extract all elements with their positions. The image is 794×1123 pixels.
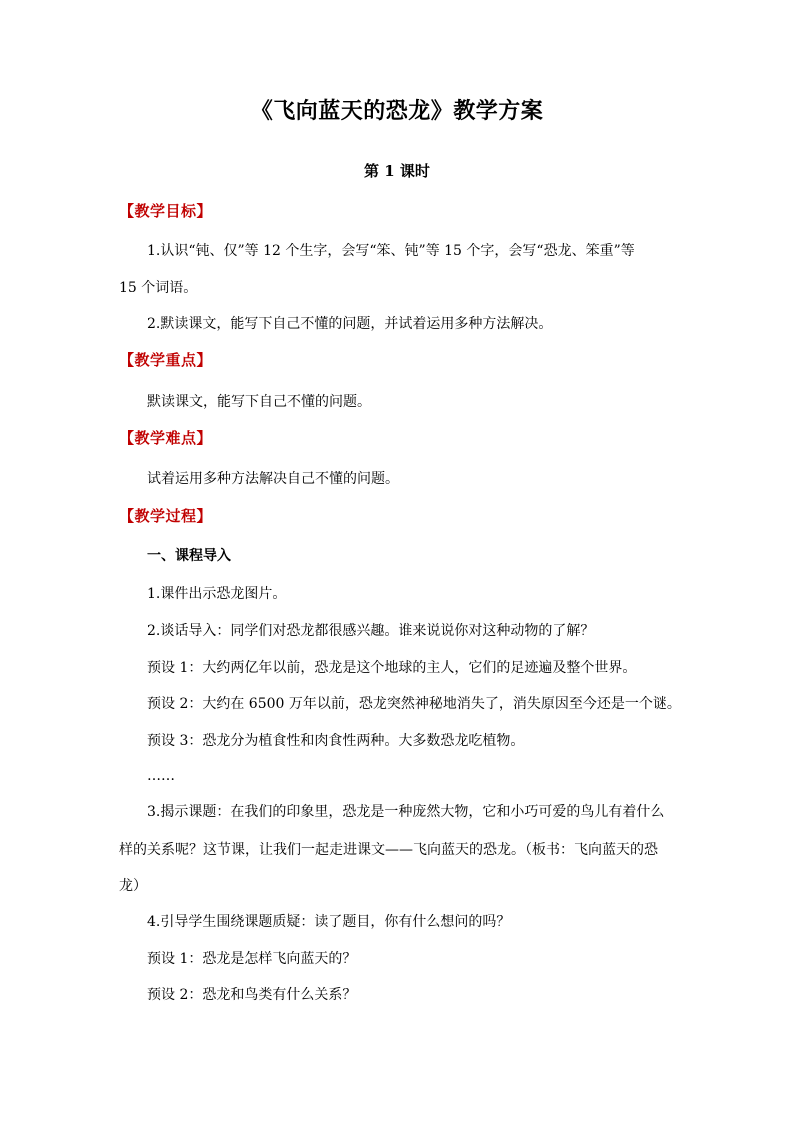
process-step-2-preset-2: 预设 2：大约在 6500 万年以前，恐龙突然神秘地消失了，消失原因至今还是一个谜。 — [147, 696, 681, 712]
section-heading-key-points: 【教学重点】 — [119, 351, 213, 369]
process-step-2-preset-3: 预设 3：恐龙分为植食性和肉食性两种。大多数恐龙吃植物。 — [147, 733, 525, 749]
difficulty-1: 试着运用多种方法解决自己不懂的问题。 — [147, 471, 399, 487]
section-heading-objectives: 【教学目标】 — [119, 202, 213, 220]
document-title: 《飞向蓝天的恐龙》教学方案 — [250, 98, 544, 124]
objective-1-line-2: 15 个词语。 — [119, 280, 198, 296]
process-subheading-intro: 一、课程导入 — [147, 548, 231, 564]
section-heading-process: 【教学过程】 — [119, 507, 213, 525]
process-step-3-line-2: 样的关系呢？这节课，让我们一起走进课文——飞向蓝天的恐龙。（板书：飞向蓝天的恐 — [119, 842, 658, 858]
process-step-1: 1.课件出示恐龙图片。 — [147, 586, 287, 602]
process-step-3-line-1: 3.揭示课题：在我们的印象里，恐龙是一种庞然大物，它和小巧可爱的鸟儿有着什么 — [147, 804, 665, 820]
process-step-2: 2.谈话导入：同学们对恐龙都很感兴趣。谁来说说你对这种动物的了解？ — [147, 623, 595, 639]
process-step-2-preset-1: 预设 1：大约两亿年以前，恐龙是这个地球的主人，它们的足迹遍及整个世界。 — [147, 660, 637, 676]
process-step-3-line-3: 龙） — [119, 878, 147, 894]
section-heading-difficulties: 【教学难点】 — [119, 429, 213, 447]
objective-1-line-1: 1.认识“钝、仅”等 12 个生字，会写“笨、钝”等 15 个字，会写“恐龙、笨重”等 — [147, 243, 635, 259]
process-step-4-preset-2: 预设 2：恐龙和鸟类有什么关系？ — [147, 987, 357, 1003]
process-step-4-preset-1: 预设 1：恐龙是怎样飞向蓝天的？ — [147, 951, 357, 967]
objective-2: 2.默读课文，能写下自己不懂的问题，并试着运用多种方法解决。 — [147, 316, 553, 332]
process-step-4: 4.引导学生围绕课题质疑：读了题目，你有什么想问的吗？ — [147, 914, 511, 930]
process-ellipsis: …… — [147, 768, 175, 784]
lesson-period: 第 1 课时 — [364, 162, 430, 180]
key-point-1: 默读课文，能写下自己不懂的问题。 — [147, 394, 371, 410]
